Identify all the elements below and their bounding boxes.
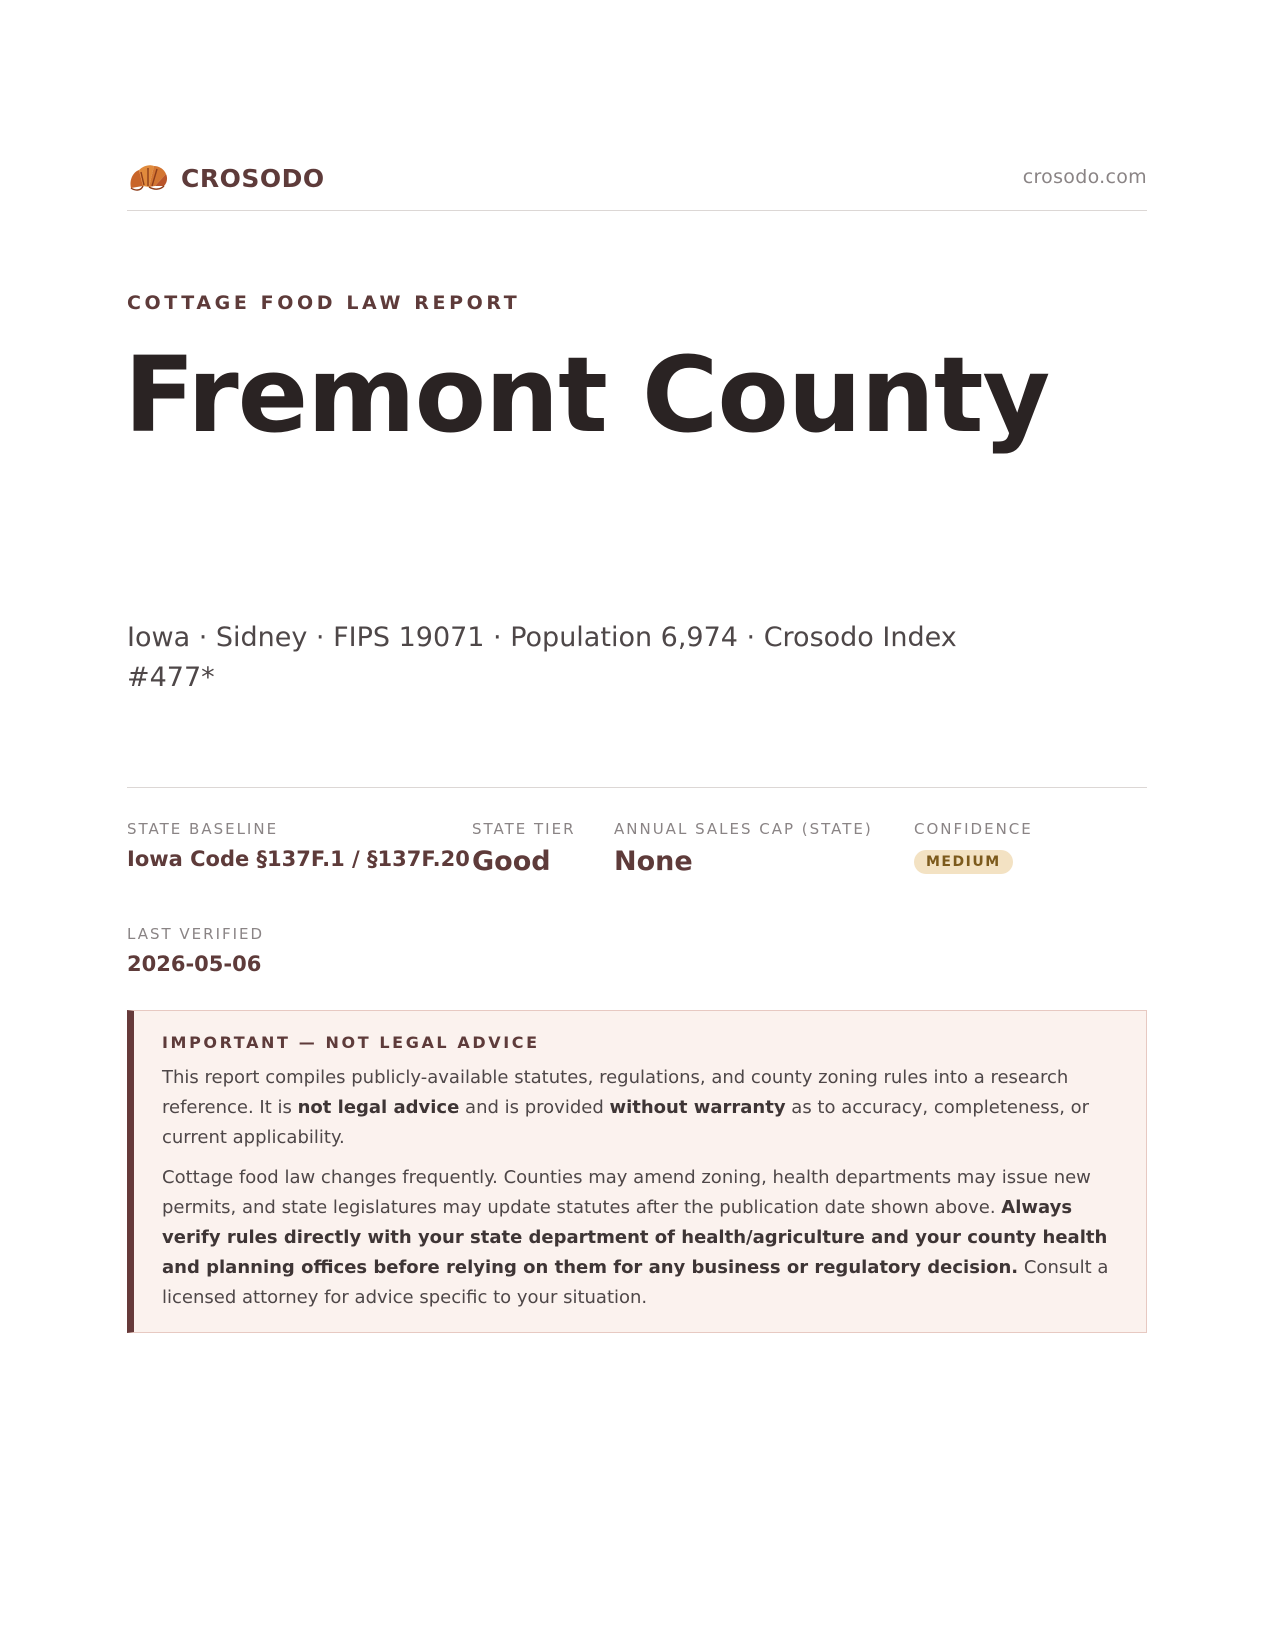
croissant-icon	[127, 158, 169, 198]
section-divider	[127, 787, 1147, 788]
notice-emphasis: without warranty	[609, 1097, 786, 1118]
stat-value: 2026-05-06	[127, 952, 262, 976]
notice-text: Cottage food law changes frequently. Counties may amend zoning, health departments may issue new permits, and state legislatures may update statutes after the publication date shown above.	[162, 1167, 1091, 1218]
stat-label: CONFIDENCE	[914, 820, 1033, 838]
stat-value: Iowa Code §137F.1 / §137F.20	[127, 847, 470, 871]
stat-state-baseline	[127, 820, 470, 871]
stat-state-tier	[472, 820, 576, 877]
stat-label: ANNUAL SALES CAP (STATE)	[614, 820, 873, 838]
notice-text: Consult a licensed attorney for advice specific to your situation.	[162, 1257, 1109, 1308]
site-url-link[interactable]: crosodo.com	[1022, 166, 1147, 188]
report-subtitle: Iowa · Sidney · FIPS 19071 · Population 6,974 · Crosodo Index #477*	[127, 622, 957, 693]
stat-last-verified	[127, 925, 264, 976]
notice-text: as to accuracy, completeness, or current applicability.	[162, 1097, 1090, 1148]
notice-emphasis: not legal advice	[297, 1097, 460, 1118]
notice-paragraph	[162, 1163, 1118, 1313]
notice-text: and is provided	[459, 1097, 610, 1118]
brand-name: CROSODO	[181, 163, 325, 193]
stat-label: STATE BASELINE	[127, 820, 279, 838]
stat-value: None	[614, 846, 693, 877]
page-header	[127, 156, 1147, 211]
report-page	[124, 0, 1147, 1650]
notice-paragraph	[162, 1063, 1118, 1153]
notice-emphasis: Always verify rules directly with your state department of health/agriculture and your county health and planning offices before relying on them for any business or regulatory decision.	[162, 1197, 1108, 1278]
stat-value: Good	[472, 846, 551, 877]
confidence-badge: MEDIUM	[914, 850, 1013, 874]
stat-annual-sales-cap	[614, 820, 873, 877]
stat-label: LAST VERIFIED	[127, 925, 265, 943]
stat-confidence	[914, 820, 1033, 874]
legal-notice	[127, 1010, 1147, 1333]
report-eyebrow: COTTAGE FOOD LAW REPORT	[127, 292, 521, 314]
notice-title: IMPORTANT — NOT LEGAL ADVICE	[162, 1033, 540, 1052]
page-title: Fremont County	[124, 334, 1050, 456]
stat-label: STATE TIER	[472, 820, 576, 838]
notice-text: This report compiles publicly-available statutes, regulations, and county zoning rules into a research reference. It is	[162, 1067, 1069, 1118]
brand[interactable]	[127, 158, 325, 198]
